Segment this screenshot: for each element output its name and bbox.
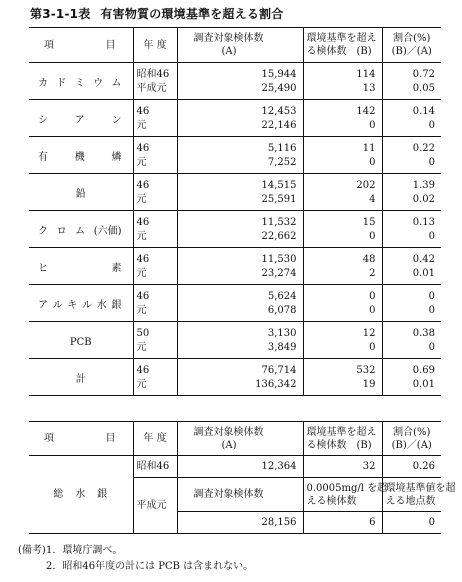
- mercury-year-2: 平成元: [133, 478, 177, 534]
- substance-label: 計: [75, 373, 86, 385]
- cell-year: 元: [133, 266, 177, 285]
- cell-exceeded: 114: [303, 63, 382, 82]
- mercury-tested-1: 12,364: [177, 456, 303, 478]
- cell-year: 元: [133, 377, 177, 396]
- header-item: 項 目: [29, 28, 133, 63]
- cell-year: 元: [133, 229, 177, 248]
- cell-year: 50: [133, 322, 177, 341]
- mercury-exceeded-1: 32: [303, 456, 382, 478]
- table-row: [29, 63, 441, 82]
- header-ratio: 割合(%) (B)／(A): [382, 422, 441, 456]
- mercury-year-1: 昭和46: [133, 456, 177, 478]
- cell-exceeded: 0: [303, 229, 382, 248]
- cell-year: 平成元: [133, 81, 177, 100]
- cell-ratio: 0.22: [382, 137, 441, 156]
- cell-tested: 76,714: [177, 359, 303, 378]
- cell-tested: 6,078: [177, 303, 303, 322]
- cell-exceeded: 2: [303, 266, 382, 285]
- substance-label: ア ル キ ル 水 銀: [29, 285, 133, 322]
- cell-tested: 3,130: [177, 322, 303, 341]
- mercury-ratio-1: 0.26: [382, 456, 441, 478]
- cell-ratio: 0.42: [382, 248, 441, 267]
- cell-ratio: 0: [382, 155, 441, 174]
- table-title-text: 有害物質の環境基準を超える割合: [100, 7, 284, 21]
- table-row: [29, 100, 441, 119]
- cell-year: 46: [133, 248, 177, 267]
- header-tested: 調査対象検体数 (A): [177, 28, 303, 63]
- note-1: 1．環境庁調べ。: [46, 545, 123, 556]
- cell-ratio: 0: [382, 229, 441, 248]
- cell-year: 元: [133, 192, 177, 211]
- table-row: [29, 285, 441, 304]
- note-2: 2．昭和46年度の計には PCB は含まれない。: [46, 561, 254, 572]
- substance-label: カ ド ミ ウ ム: [29, 63, 133, 100]
- cell-exceeded: 0: [303, 285, 382, 304]
- mercury-points-2: 0: [382, 512, 441, 534]
- cell-tested: 22,146: [177, 118, 303, 137]
- cell-year: 46: [133, 285, 177, 304]
- header-ratio: 割合(%) (B)／(A): [382, 28, 441, 63]
- cell-tested: 25,591: [177, 192, 303, 211]
- cell-tested: 11,530: [177, 248, 303, 267]
- cell-year: 元: [133, 303, 177, 322]
- cell-tested: 14,515: [177, 174, 303, 193]
- cell-year: 46: [133, 359, 177, 378]
- hazardous-substances-table: [29, 27, 441, 396]
- table-number: 第3-1-1表: [30, 7, 91, 21]
- table-title: [30, 5, 283, 22]
- header-year: 年 度: [133, 28, 177, 63]
- substance-label: ヒ 素: [29, 248, 133, 285]
- table-header-row: [29, 28, 441, 63]
- mercury-sub-tested: 調査対象検体数: [177, 478, 303, 512]
- cell-exceeded: 0: [303, 303, 382, 322]
- cell-ratio: 0.01: [382, 266, 441, 285]
- mercury-tested-2: 28,156: [177, 512, 303, 534]
- table-row: [29, 137, 441, 156]
- table-row: [29, 359, 441, 378]
- cell-exceeded: 12: [303, 322, 382, 341]
- cell-ratio: 0.02: [382, 192, 441, 211]
- cell-tested: 15,944: [177, 63, 303, 82]
- cell-exceeded: 0: [303, 155, 382, 174]
- header-exceeded: 環境基準を超え る検体数 (B): [303, 28, 382, 63]
- mercury-sub-points: 環境基準値を超 える地点数: [382, 478, 441, 512]
- cell-tested: 12,453: [177, 100, 303, 119]
- cell-ratio: 0.38: [382, 322, 441, 341]
- cell-tested: 25,490: [177, 81, 303, 100]
- cell-ratio: 0.05: [382, 81, 441, 100]
- total-mercury-table: [29, 421, 456, 534]
- cell-tested: 5,116: [177, 137, 303, 156]
- cell-exceeded: 11: [303, 137, 382, 156]
- table-row: [29, 322, 441, 341]
- cell-ratio: 0.72: [382, 63, 441, 82]
- table-row: [29, 174, 441, 193]
- cell-exceeded: 13: [303, 81, 382, 100]
- substance-label: PCB: [29, 322, 133, 359]
- cell-tested: 22,662: [177, 229, 303, 248]
- cell-exceeded: 48: [303, 248, 382, 267]
- table-row: [29, 248, 441, 267]
- cell-ratio: 1.39: [382, 174, 441, 193]
- cell-exceeded: 532: [303, 359, 382, 378]
- notes: [18, 543, 253, 575]
- cell-year: 46: [133, 211, 177, 230]
- cell-year: 元: [133, 155, 177, 174]
- cell-year: 46: [133, 137, 177, 156]
- cell-exceeded: 15: [303, 211, 382, 230]
- header-exceeded: 環境基準を超え る検体数 (B): [303, 422, 382, 456]
- cell-ratio: 0: [382, 303, 441, 322]
- cell-exceeded: 142: [303, 100, 382, 119]
- cell-tested: 7,252: [177, 155, 303, 174]
- cell-tested: 136,342: [177, 377, 303, 396]
- cell-year: 元: [133, 340, 177, 359]
- cell-ratio: 0.13: [382, 211, 441, 230]
- cell-year: 元: [133, 118, 177, 137]
- cell-ratio: 0.01: [382, 377, 441, 396]
- header-tested: 調査対象検体数 (A): [177, 422, 303, 456]
- cell-ratio: 0.14: [382, 100, 441, 119]
- header-item: 項 目: [29, 422, 133, 456]
- cell-exceeded: 4: [303, 192, 382, 211]
- cell-year: 昭和46: [133, 63, 177, 82]
- cell-year: 46: [133, 100, 177, 119]
- substance-label: 有 機 燐: [29, 137, 133, 174]
- cell-exceeded: 202: [303, 174, 382, 193]
- cell-exceeded: 0: [303, 118, 382, 137]
- mercury-label: 総 水 銀: [53, 489, 109, 500]
- substance-label: 鉛: [29, 174, 133, 211]
- cell-tested: 11,532: [177, 211, 303, 230]
- mercury-sub-exceeded: 0.0005mg/l を超 える検体数: [303, 478, 382, 512]
- substance-label: ク ロ ム (六価): [29, 211, 133, 248]
- cell-exceeded: 0: [303, 340, 382, 359]
- cell-ratio: 0: [382, 285, 441, 304]
- cell-exceeded: 19: [303, 377, 382, 396]
- mercury-exceeded-2: 6: [303, 512, 382, 534]
- cell-year: 46: [133, 174, 177, 193]
- header-year: 年 度: [133, 422, 177, 456]
- cell-ratio: 0.69: [382, 359, 441, 378]
- substance-label: シ ア ン: [29, 100, 133, 137]
- cell-tested: 23,274: [177, 266, 303, 285]
- table-row: [29, 211, 441, 230]
- cell-tested: 3,849: [177, 340, 303, 359]
- cell-ratio: 0: [382, 340, 441, 359]
- notes-head: (備考): [18, 545, 46, 556]
- cell-ratio: 0: [382, 118, 441, 137]
- cell-tested: 5,624: [177, 285, 303, 304]
